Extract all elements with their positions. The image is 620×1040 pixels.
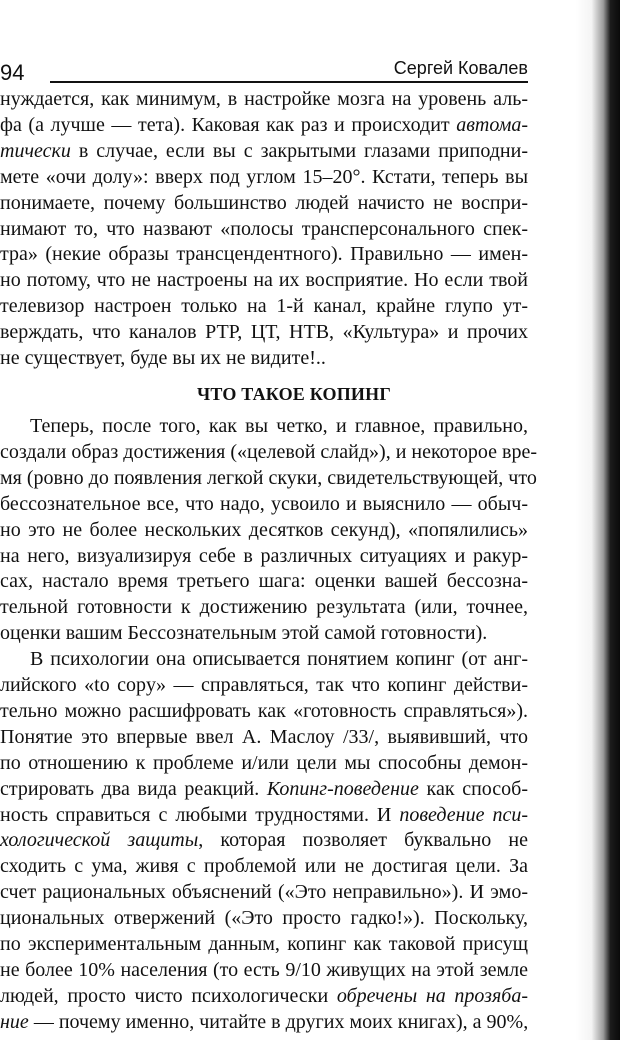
text-line — [0, 165, 528, 191]
text-run: оценки вашим Бессознательным этой самой готовности). — [0, 622, 488, 645]
text-line — [0, 544, 528, 570]
text-line — [0, 466, 537, 492]
text-line — [0, 492, 528, 518]
text-run: Теперь, после того, как вы четко, и главное, правильно, — [30, 414, 528, 437]
text-run: В психологии она описывается понятием копинг (от анг- — [30, 648, 528, 671]
text-line — [0, 906, 528, 932]
italic-text: тически — [0, 139, 71, 162]
text-line — [0, 621, 528, 647]
text-run: стрировать два вида реакций. — [0, 777, 267, 800]
text-run: лийского «to copy» — справляться, так что копинг действи- — [0, 674, 528, 697]
text-run: как способ- — [418, 777, 528, 800]
text-line — [0, 699, 528, 725]
text-line — [0, 595, 528, 621]
text-line — [0, 880, 528, 906]
text-line — [0, 87, 528, 113]
text-run: счет рациональных объяснений («Это неправильно»). И эмо- — [0, 881, 528, 904]
text-line — [0, 673, 528, 699]
text-line — [0, 294, 528, 320]
italic-text: Копинг-поведение — [266, 777, 419, 800]
text-line — [0, 777, 528, 803]
text-run: на него, визуализируя себе в различных ситуациях и ракур- — [0, 544, 528, 567]
text-line — [0, 984, 528, 1010]
text-line — [0, 414, 528, 440]
text-line — [0, 217, 528, 243]
section-heading: ЧТО ТАКОЕ КОПИНГ — [197, 383, 391, 404]
text-line — [0, 803, 528, 829]
text-line — [0, 346, 528, 372]
text-run: фа (а лучше — тета). Каковая как раз и происходит — [0, 113, 457, 136]
text-run: , которая позволяет буквально не — [198, 829, 528, 852]
text-line — [0, 854, 528, 880]
text-run: по экспериментальным данным, копинг как таковой присущ — [0, 933, 528, 956]
text-run: но потому, что не настроены на их восприятие. Но если твой — [0, 269, 528, 292]
text-line — [0, 725, 528, 751]
text-line — [0, 139, 528, 165]
body-text — [0, 87, 537, 1036]
text-line — [0, 440, 537, 466]
header-rule — [50, 81, 528, 83]
text-run: телевизор настроен только на 1-й канал, крайне глупо ут- — [0, 295, 528, 318]
text-run: циональных отвержений («Это просто гадко!»). Поскольку, — [0, 907, 528, 930]
text-run: сах, настало время третьего шага: оценки вашей бессозна- — [0, 570, 528, 593]
text-line — [0, 569, 528, 595]
text-run: мете «очи долу»: вверх под углом 15–20°. Кстати, теперь вы — [0, 165, 528, 188]
text-line — [0, 828, 528, 854]
text-line — [0, 113, 528, 139]
page-binding-shadow — [576, 0, 620, 1040]
text-run: сходить с ума, живя с проблемой или не достигая цели. За — [0, 855, 528, 878]
text-line — [0, 958, 528, 984]
text-run: ность справиться с любыми трудностями. И — [0, 803, 400, 826]
text-run: не существует, буде вы их не видите!.. — [0, 347, 326, 370]
text-run: тельно можно расшифровать как «готовность справляться»). — [0, 699, 528, 722]
text-run: тра» (некие образы трансцендентного). Правильно — имен- — [0, 243, 528, 266]
text-run: нуждается, как минимум, в настройке мозга на уровень аль- — [0, 88, 528, 110]
text-line — [0, 191, 528, 217]
running-head-author: Сергей Ковалев — [393, 58, 528, 78]
text-run: мя (ровно до появления легкой скуки, свидетельствующей, что — [0, 466, 537, 489]
text-run: в случае, если вы с закрытыми глазами приподни- — [70, 139, 528, 162]
text-run: бессознательное все, что надо, усвоило и выяснило — обыч- — [0, 492, 528, 515]
italic-text: обречены на прозяба- — [336, 984, 528, 1007]
text-run: Понятие это впервые ввел А. Маслоу /33/, выявивший, что — [0, 725, 528, 748]
italic-text: хологической защиты — [0, 829, 199, 852]
italic-text: автома- — [456, 113, 528, 136]
text-line — [0, 320, 528, 346]
italic-text: ние — [0, 1010, 29, 1033]
page-number: 94 — [0, 60, 25, 85]
text-run: нимают то, что назвают «полосы трансперсонального спек- — [0, 217, 528, 240]
text-run: верждать, что каналов РТР, ЦТ, НТВ, «Культура» и прочих — [0, 321, 528, 344]
text-run: — почему именно, читайте в других моих книгах), а 90%, — [28, 1010, 529, 1033]
text-line — [0, 242, 528, 268]
text-line — [0, 932, 528, 958]
text-run: людей, просто чисто психологически — [0, 984, 337, 1007]
page-header — [0, 56, 540, 84]
text-run: тельной готовности к достижению результата (или, точнее, — [0, 596, 528, 619]
italic-text: поведение пси- — [399, 803, 528, 826]
text-run: понимаете, почему большинство людей начисто не воспри- — [0, 191, 528, 214]
text-run: не более 10% населения (то есть 9/10 живущих на этой земле — [0, 959, 528, 981]
text-line — [0, 518, 528, 544]
text-line — [0, 647, 528, 673]
text-run: создали образ достижения («целевой слайд»), и некоторое вре- — [0, 440, 537, 463]
text-line — [0, 1010, 528, 1036]
text-run: но это не более нескольких десятков секунд), «попялились» — [0, 518, 528, 541]
text-line — [0, 268, 528, 294]
text-run: по отношению к проблеме и/или цели мы способны демон- — [0, 751, 528, 774]
text-line — [0, 751, 528, 777]
